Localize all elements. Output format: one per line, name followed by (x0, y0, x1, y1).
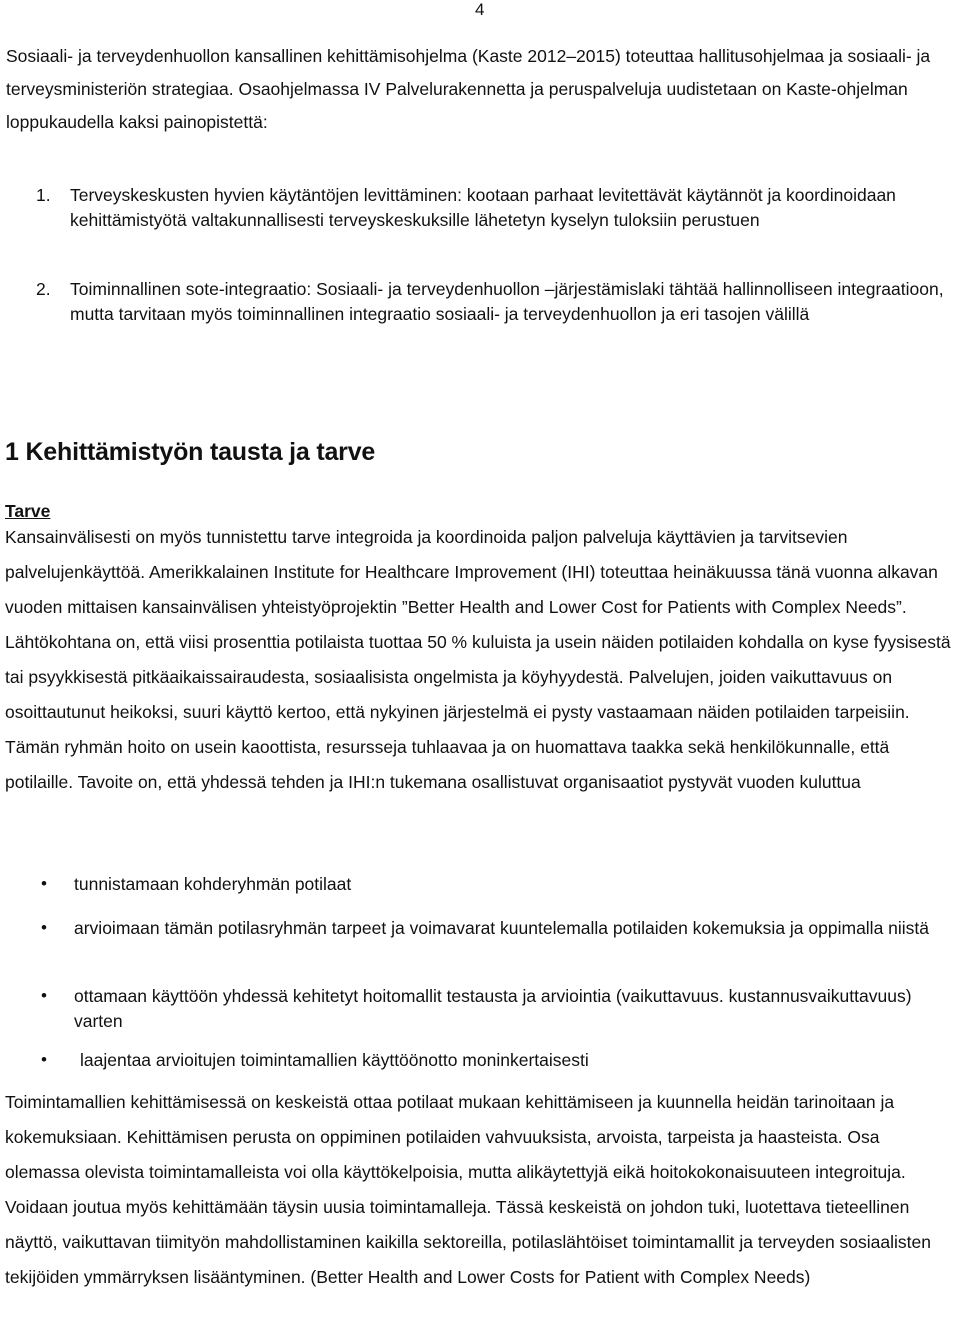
subheading-tarve: Tarve (5, 501, 51, 521)
bullet-icon: • (41, 918, 47, 937)
item-text: Terveyskeskusten hyvien käytäntöjen levittäminen: kootaan parhaat levitettävät käytännöt ja koordinoidaan kehittämistyötä valtakunnallisesti terveyskeskuksille lähetetyn kyselyn tuloksiin perustuen (70, 185, 896, 230)
intro-paragraph: Sosiaali- ja terveydenhuollon kansallinen kehittämisohjelma (Kaste 2012–2015) toteuttaa hallitusohjelmaa ja sosiaali- ja terveysministeriön strategiaa. Osaohjelmassa IV Palvelurakennetta ja peruspalveluja uudistetaan on Kaste-ohjelman loppukaudella kaksi painopistettä: (6, 46, 931, 132)
page-number: 4 (475, 0, 485, 19)
bullet-icon: • (41, 986, 47, 1005)
bullet-text: laajentaa arvioitujen toimintamallien käyttöönotto moninkertaisesti (80, 1050, 589, 1070)
bullet-text: ottamaan käyttöön yhdessä kehitetyt hoitomallit testausta ja arviointia (vaikuttavuus. kustannusvaikuttavuus) varten (74, 986, 912, 1031)
bullet-text: arvioimaan tämän potilasryhmän tarpeet ja voimavarat kuuntelemalla potilaiden kokemuksia ja oppimalla niistä (74, 918, 930, 938)
bullet-icon: • (41, 874, 47, 893)
bullet-text: tunnistamaan kohderyhmän potilaat (74, 874, 352, 894)
item-number: 1. (36, 185, 51, 205)
bullet-icon: • (41, 1050, 47, 1069)
body-paragraph-2: Toimintamallien kehittämisessä on keskeistä ottaa potilaat mukaan kehittämiseen ja kuunnella heidän tarinoitaan ja kokemuksiaan. Kehittämisen perusta on oppiminen potilaiden vahvuuksista, arvoista, tarpeista ja haasteista. Osa olemassa olevista toimintamalleista voi olla käyttökelpoisia, mutta alikäytettyjä eikä hoitokokonaisuuteen integroituja. Voidaan joutua myös kehittämään täysin uusia toimintamalleja. Tässä keskeistä on johdon tuki, luotettava tieteellinen näyttö, vaikuttavan tiimityön mahdollistaminen kaikilla sektoreilla, potilaslähtöiset toimintamallit ja terveyden sosiaalisten tekijöiden ymmärryksen lisääntyminen. (Better Health and Lower Costs for Patient with Complex Needs) (5, 1092, 931, 1287)
section-heading: 1 Kehittämistyön tausta ja tarve (5, 438, 376, 466)
body-paragraph-1: Kansainvälisesti on myös tunnistettu tarve integroida ja koordinoida paljon palveluja käyttävien ja tarvitsevien palvelujenkäyttöä. Amerikkalainen Institute for Healthcare Improvement (IHI) toteuttaa heinäkuussa tänä vuonna alkavan vuoden mittaisen kansainvälisen yhteistyöprojektin ”Better Health and Lower Cost for Patients with Complex Needs”. Lähtökohtana on, että viisi prosenttia potilaista tuottaa 50 % kuluista ja usein näiden potilaiden kohdalla on kyse fyysisestä tai psyykkisestä pitkäaikaissairaudesta, sosiaalisista ongelmista ja köyhyydestä. Palvelujen, joiden vaikuttavuus on osoittautunut heikoksi, suuri käyttö kertoo, että nykyinen järjestelmä ei pysty vastaamaan näiden potilaiden tarpeisiin. Tämän ryhmän hoito on usein kaoottista, resursseja tuhlaavaa ja on huomattava taakka sekä henkilökunnalle, että potilaille. Tavoite on, että yhdessä tehden ja IHI:n tukemana osallistuvat organisaatiot pystyvät vuoden kuluttua (5, 527, 951, 792)
item-number: 2. (36, 279, 51, 299)
item-text: Toiminnallinen sote-integraatio: Sosiaali- ja terveydenhuollon –järjestämislaki tähtää hallinnolliseen integraatioon, mutta tarvitaan myös toiminnallinen integraatio sosiaali- ja terveydenhuollon ja eri tasojen välillä (70, 279, 944, 324)
